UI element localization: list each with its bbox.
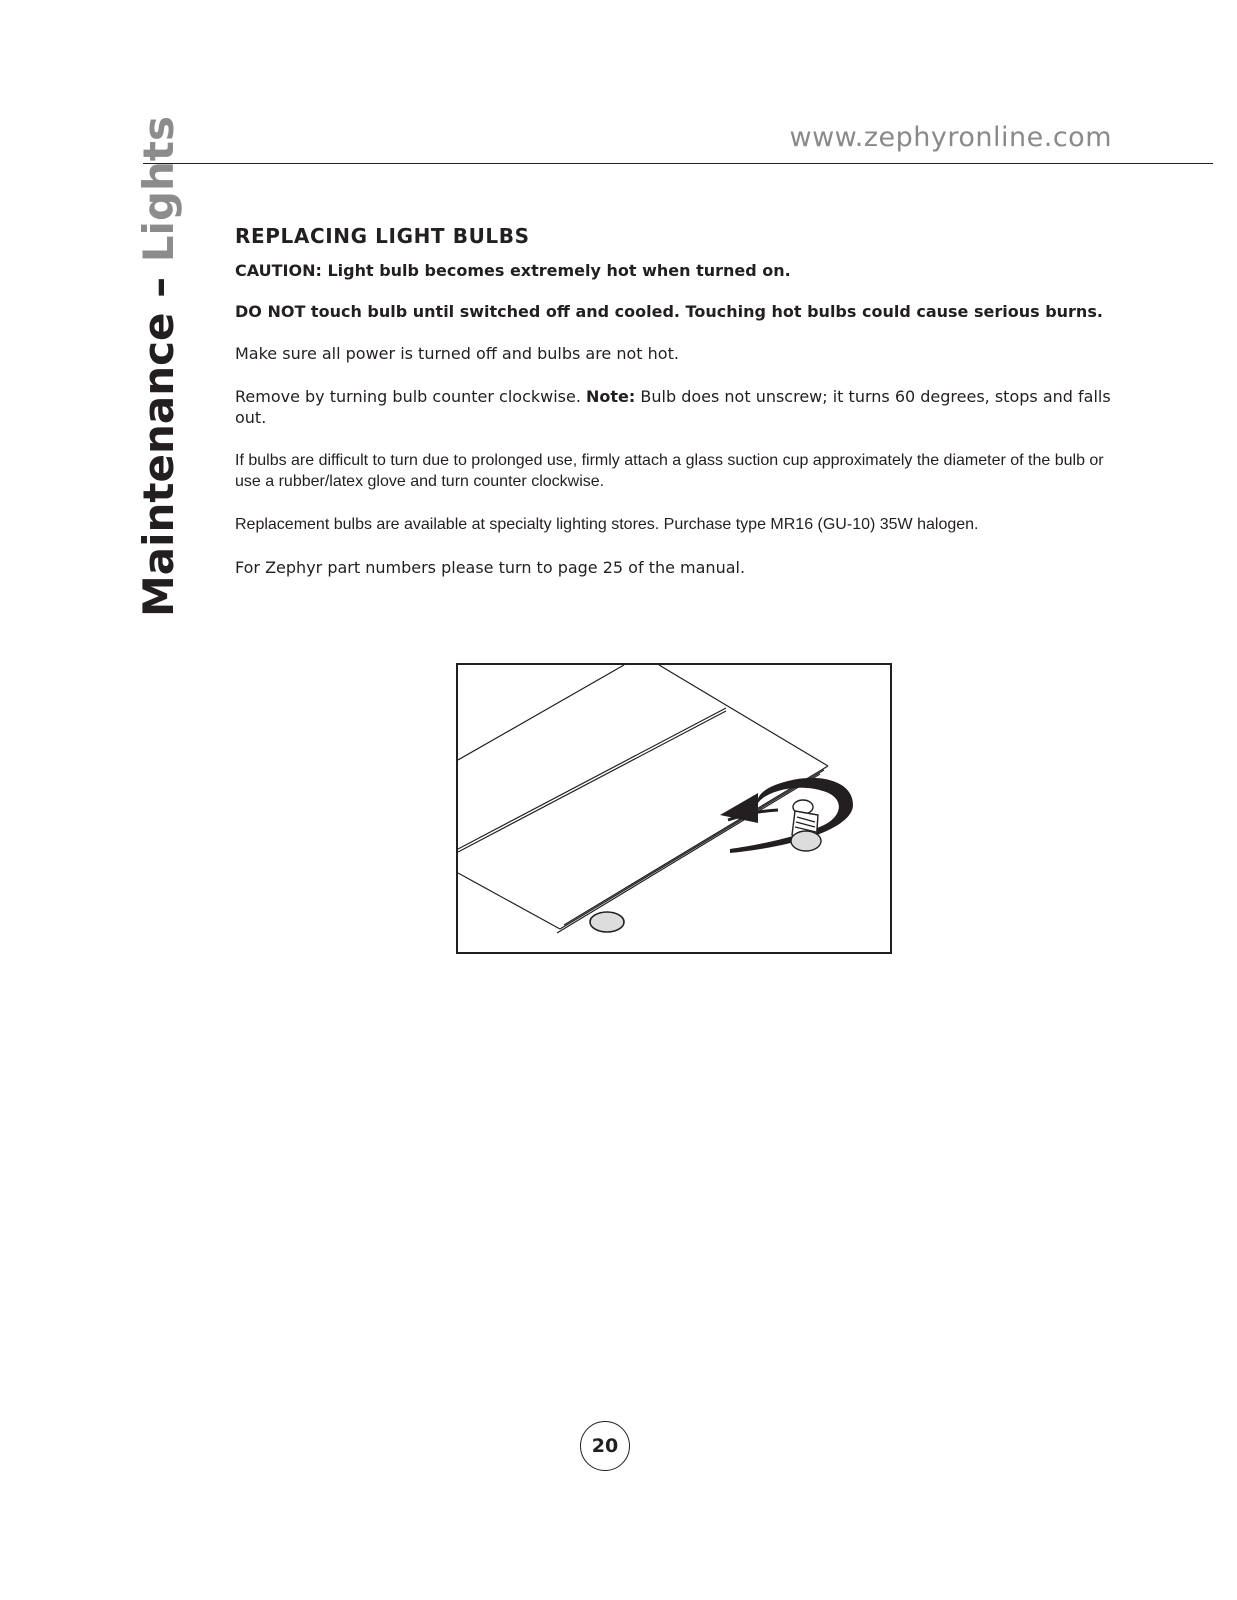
replacement-bulbs-paragraph: Replacement bulbs are available at specialty lighting stores. Purchase type MR16 (GU-10) 35W halogen. (235, 516, 979, 533)
hood-back-edge (659, 665, 828, 766)
hood-front-edge-2 (560, 770, 824, 929)
remove-bulb-note-text: Bulb does not unscrew; it turns 60 degrees, stops and falls out. (235, 387, 1111, 427)
difficult-bulbs-paragraph: If bulbs are difficult to turn due to prolonged use, firmly attach a glass suction cup approximately the diameter of the bulb or use a rubber/latex glove and turn counter clockwise. (235, 452, 1104, 490)
bulb-removal-diagram (458, 665, 890, 952)
page-title: REPLACING LIGHT BULBS (235, 224, 530, 248)
bulb-replacement-illustration (456, 663, 892, 954)
remove-bulb-paragraph (235, 386, 1115, 428)
hood-front-edge-1 (564, 766, 828, 925)
subsection-label: Lights (134, 116, 183, 263)
hood-top-edge (458, 665, 624, 760)
main-content (235, 224, 1115, 600)
hood-lower-edge (458, 873, 560, 929)
halogen-bulb-icon (791, 800, 821, 851)
note-label: Note: (586, 387, 636, 406)
hood-seam-inner (458, 708, 726, 849)
side-section-title (134, 116, 183, 617)
arrow-head-icon (720, 793, 758, 823)
hood-seam (458, 711, 726, 852)
site-url: www.zephyronline.com (789, 122, 1112, 153)
part-numbers-paragraph: For Zephyr part numbers please turn to page 25 of the manual. (235, 558, 746, 577)
page-number: 20 (580, 1421, 630, 1471)
warning-text: DO NOT touch bulb until switched off and cooled. Touching hot bulbs could cause serious burns. (235, 302, 1103, 321)
power-off-paragraph: Make sure all power is turned off and bulbs are not hot. (235, 344, 679, 363)
caution-text: CAUTION: Light bulb becomes extremely hot when turned on. (235, 261, 791, 280)
recessed-bulb (590, 912, 624, 932)
section-label: Maintenance – (134, 276, 183, 617)
header-divider (143, 163, 1213, 164)
remove-bulb-text: Remove by turning bulb counter clockwise. (235, 387, 587, 406)
hood-front-edge-3 (557, 774, 820, 933)
